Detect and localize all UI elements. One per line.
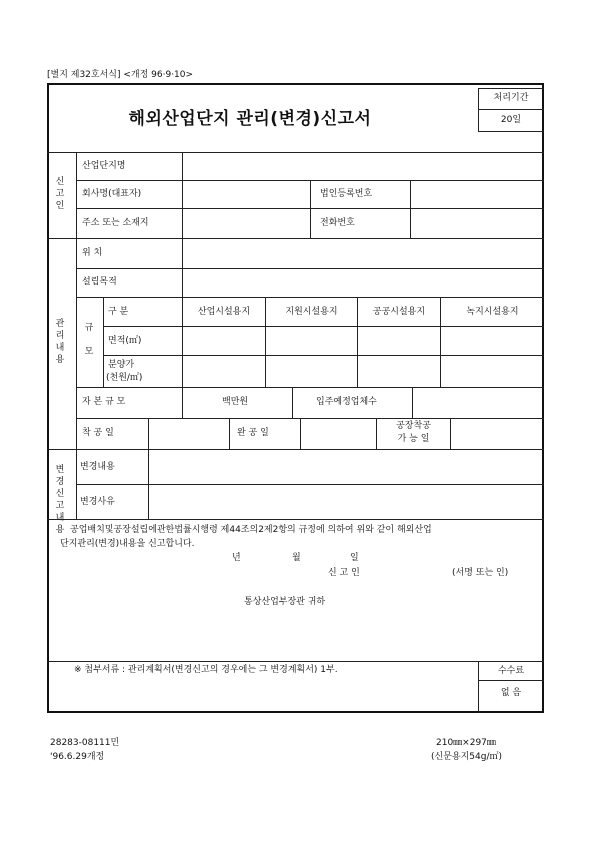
column-public: 공공시설용지 [372, 307, 426, 317]
fee-value: 없 음 [500, 688, 522, 698]
complete-date-label: 완 공 일 [237, 428, 269, 438]
divider [47, 661, 544, 662]
footer-paper: (신문용지54g/㎡) [431, 752, 502, 762]
divider [410, 180, 411, 238]
divider [450, 418, 451, 449]
sale-price-unit: (천원/㎡) [106, 373, 143, 383]
footer-code: 28283-08111민 [50, 738, 120, 748]
divider [412, 387, 413, 418]
scale-label: 규 모 [84, 323, 94, 357]
form-reference: [별지 제32호서식] <개정 96·9·10> [47, 70, 194, 80]
footer-size: 210㎜×297㎜ [436, 738, 496, 748]
tenant-count-label: 입주예정업체수 [316, 397, 377, 407]
date-month: 월 [292, 553, 301, 563]
declaration-line-2: 단지관리(변경)내용을 신고합니다. [60, 539, 195, 549]
fee-label: 수수료 [497, 666, 525, 676]
purpose-label: 설립목적 [82, 277, 117, 287]
divider [47, 152, 544, 153]
area-label: 면적(㎡) [108, 336, 142, 346]
divider [182, 387, 183, 418]
divider [47, 519, 544, 520]
divider [478, 680, 544, 681]
divider [182, 238, 183, 297]
declaration-line-1: 공업배치및공장설립에관한법률시행령 제44조의2제2항의 규정에 의하여 위와 같이 해외산업 [70, 525, 432, 535]
divider [76, 484, 544, 485]
page-title: 해외산업단지 관리(변경)신고서 [128, 109, 372, 129]
divider [103, 326, 544, 327]
start-date-label: 착 공 일 [82, 428, 114, 438]
divider [148, 449, 149, 519]
company-name-label: 회사명(대표자) [82, 189, 142, 199]
phone-label: 전화번호 [320, 218, 355, 228]
processing-value: 20일 [500, 115, 522, 125]
mgmt-section-label: 관 리 내 용 [55, 319, 65, 365]
complex-name-label: 산업단지명 [82, 161, 126, 171]
divider [47, 238, 544, 239]
divider [47, 449, 544, 450]
reporter-section-label: 신 고 인 [55, 177, 65, 211]
divider [76, 418, 544, 419]
change-content-label: 변경내용 [80, 462, 115, 472]
address-label: 주소 또는 소재지 [82, 218, 149, 228]
divider [478, 131, 544, 132]
signature-label: (서명 또는 인) [452, 568, 509, 578]
divider [310, 180, 311, 238]
sale-price-label: 분양가 [108, 360, 135, 370]
factory-start-label: 공장착공 [396, 421, 431, 431]
divider [103, 355, 544, 356]
column-industrial: 산업시설용지 [197, 307, 251, 317]
column-support: 지원시설용지 [285, 307, 338, 317]
factory-start-label-2: 가 능 일 [397, 434, 430, 444]
change-section-label: 변경 신고 내용 [55, 465, 65, 535]
divider [148, 418, 149, 449]
location-label: 위 치 [82, 248, 103, 258]
date-year: 년 [232, 553, 241, 563]
divider [300, 418, 301, 449]
divider [292, 387, 293, 418]
divider [76, 268, 544, 269]
divider [478, 109, 544, 110]
divider [76, 152, 77, 519]
division-label: 구 분 [108, 307, 129, 317]
divider [229, 418, 230, 449]
addressee: 통상산업부장관 귀하 [244, 597, 326, 607]
change-reason-label: 변경사유 [80, 497, 115, 507]
attachment-note: ※ 첨부서류 : 관리계획서(변경신고의 경우에는 그 변경계획서) 1부. [74, 665, 338, 675]
capital-unit: 백만원 [222, 397, 249, 407]
divider [76, 297, 544, 298]
divider [103, 297, 104, 387]
divider [478, 88, 544, 89]
divider [76, 387, 544, 388]
footer-revised: '96.6.29개정 [50, 752, 105, 762]
column-green: 녹지시설용지 [466, 307, 519, 317]
date-day: 일 [350, 553, 359, 563]
reporter-sign-label: 신 고 인 [328, 568, 360, 578]
corp-reg-no-label: 법인등록번호 [320, 189, 373, 199]
divider [182, 152, 183, 238]
processing-label: 처리기간 [493, 93, 529, 103]
capital-label: 자 본 규 모 [82, 397, 126, 407]
